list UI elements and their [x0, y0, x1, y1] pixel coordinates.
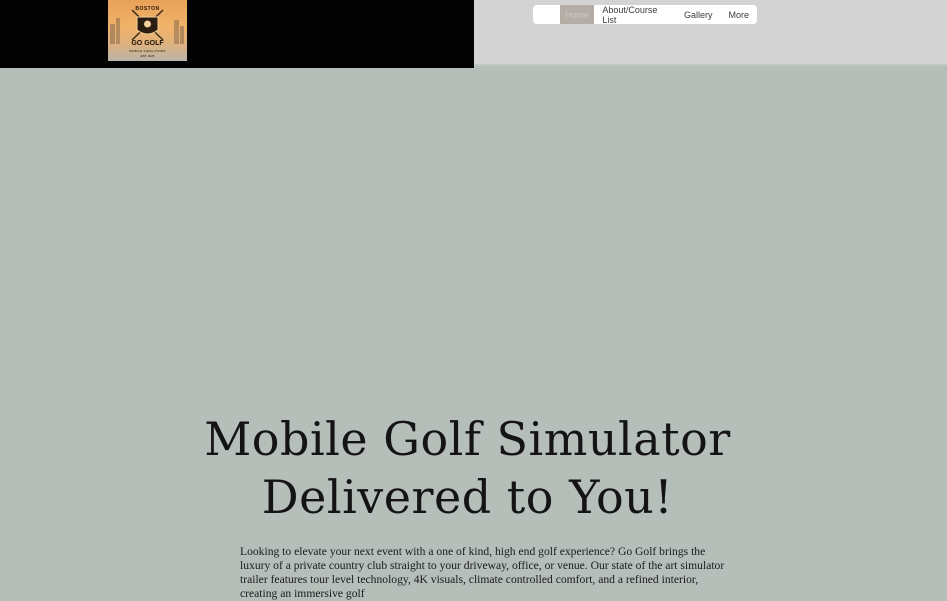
nav-spacer: [533, 5, 560, 24]
hero-body-text: Looking to elevate your next event with a one of kind, high end golf experience? Go Golf brings the luxury of a private country club straight to your driveway, office, or venue. Our state of the art simulator trailer features tour level technology, 4K visuals, climate controlled comfort, and a refined interior, creating an immersive golf: [240, 545, 725, 600]
hero-title-line1: Mobile Golf Simulator: [204, 412, 731, 466]
nav-item-more[interactable]: More: [728, 9, 749, 20]
nav-item-gallery[interactable]: Gallery: [683, 9, 713, 20]
logo-sub-text: MOBILE SIMULATORS: [129, 49, 166, 53]
nav-item-about-course-list[interactable]: About/Course List: [602, 4, 658, 25]
logo-est-text: EST. 2025: [140, 54, 155, 58]
logo-top-text: BOSTON: [135, 6, 160, 12]
hero-title: [0, 410, 935, 526]
header-left-panel: [0, 0, 474, 68]
site-logo[interactable]: [108, 0, 187, 61]
logo-main-text: GO GOLF: [131, 40, 164, 47]
nav-item-home[interactable]: Home: [560, 5, 595, 24]
main-nav: [533, 5, 757, 24]
hero-title-line2: Delivered to You!: [261, 470, 674, 524]
